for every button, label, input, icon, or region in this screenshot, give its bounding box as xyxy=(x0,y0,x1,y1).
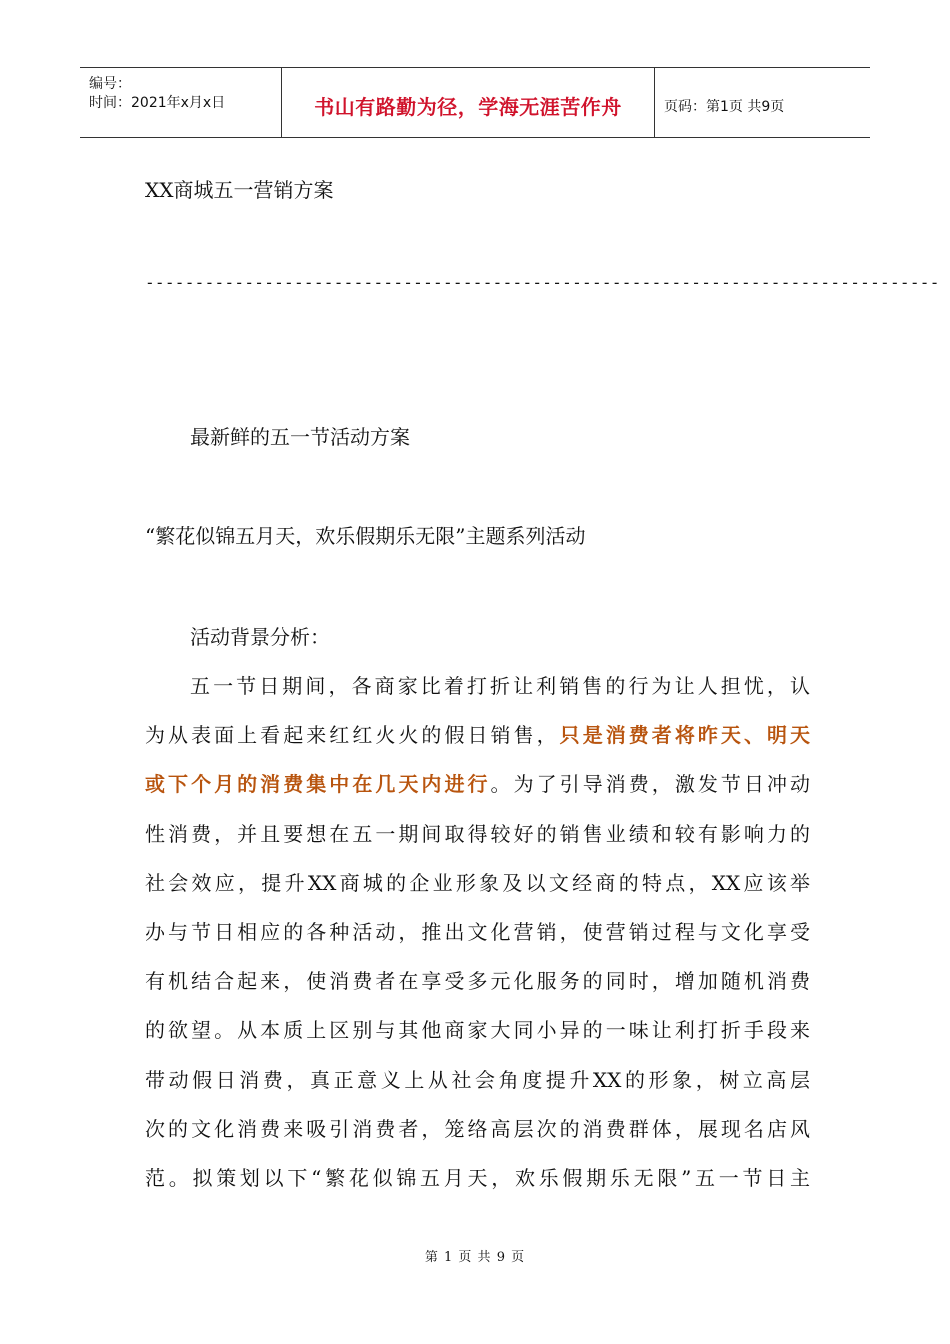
paragraph-line: 有机结合起来，使消费者在享受多元化服务的同时，增加随机消费 xyxy=(145,969,810,994)
header-motto-cell xyxy=(282,68,655,137)
paragraph-line xyxy=(145,711,810,760)
page-footer: 第 1 页 共 9 页 xyxy=(424,1250,526,1265)
highlighted-text: 只是消费者将昨天、明天 xyxy=(559,723,811,748)
divider-line: -------------------------------------------------------------------------------- xyxy=(145,273,940,292)
subtitle: 最新鲜的五一节活动方案 xyxy=(190,425,410,449)
motto-text: 书山有路勤为径，学海无涯苦作舟 xyxy=(314,95,622,119)
paragraph-line: 性消费，并且要想在五一期间取得较好的销售业绩和较有影响力的 xyxy=(145,821,810,846)
paragraph-line: 社会效应，提升XX商城的企业形象及以文经商的特点，XX应该举 xyxy=(145,870,810,895)
paragraph-line: 办与节日相应的各种活动，推出文化营销，使营销过程与文化享受 xyxy=(145,920,810,945)
header-meta-cell xyxy=(80,68,282,137)
paragraph-line: 范。拟策划以下“繁花似锦五月天，欢乐假期乐无限”五一节日主 xyxy=(145,1166,810,1191)
paragraph-line: 五一节日期间，各商家比着打折让利销售的行为让人担忧，认 xyxy=(190,674,810,698)
highlighted-text: 或下个月的消费集中在几天内进行 xyxy=(145,772,491,797)
theme-line: “繁花似锦五月天，欢乐假期乐无限”主题系列活动 xyxy=(145,524,586,548)
document-header xyxy=(80,67,870,138)
date-label: 时间：2021年x月x日 xyxy=(89,95,226,111)
background-paragraph xyxy=(145,662,810,1203)
paragraph-line: 带动假日消费，真正意义上从社会角度提升XX的形象，树立高层 xyxy=(145,1067,810,1092)
paragraph-line: 的欲望。从本质上区别与其他商家大同小异的一味让利打折手段来 xyxy=(145,1018,810,1043)
number-label: 编号： xyxy=(89,76,131,92)
section-heading: 活动背景分析： xyxy=(190,625,330,649)
paragraph-line-text: 为从表面上看起来红红火火的假日销售， xyxy=(145,723,560,748)
paragraph-line xyxy=(145,760,810,809)
header-page-cell xyxy=(655,68,870,137)
document-title: XX商城五一营销方案 xyxy=(145,178,334,202)
paragraph-line: 次的文化消费来吸引消费者，笼络高层次的消费群体，展现名店风 xyxy=(145,1116,810,1141)
page-info: 页码：第1页 共9页 xyxy=(664,98,785,115)
paragraph-line-text: 。为了引导消费，激发节日冲动 xyxy=(490,772,811,797)
